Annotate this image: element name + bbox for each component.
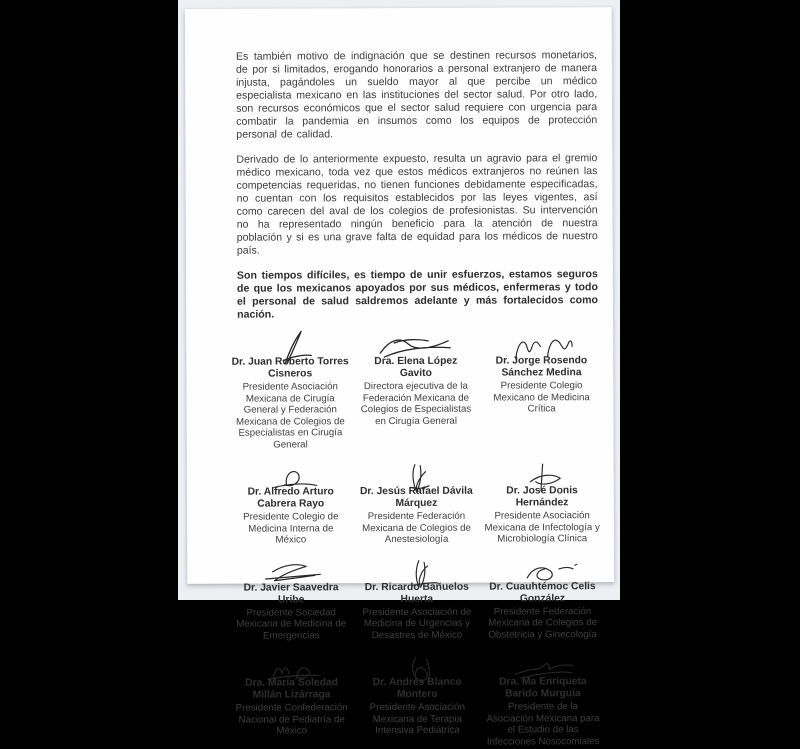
signature-block — [358, 558, 476, 641]
paragraph-resources: Es también motivo de indignación que se destinen recursos monetarios, de por si limitados, erogando honorarios a personal extranjero de manera injusta, pagándoles un sueldo mayor al que percibe un médico especialista mexicano en las instituciones del sector salud. Por otro lado, son recursos económicos que el sector salud requiere con urgencia para combatir la pandemia en insumos como los equipos de protección personal de calidad. — [235, 49, 598, 141]
signatory-title: Presidente Colegio de Medicina Interna de México — [243, 511, 339, 546]
signatory-name: Dr. José Donis Hernández — [506, 485, 578, 509]
signature-grid — [231, 332, 602, 749]
signatory-title: Presidente Federación Mexicana de Colegios de Anestesiología — [362, 510, 471, 546]
signature-block — [232, 559, 350, 642]
signatory-title: Presidente de la Asociación Mexicana para el Estudio de las Infecciones Nosocomiales — [486, 701, 600, 748]
signature-block — [358, 654, 476, 749]
signature-block — [483, 462, 601, 545]
signatory-name: Dr. Jorge Rosendo Sánchez Medina — [495, 355, 588, 379]
signature-block — [483, 558, 601, 641]
signatory-name: Dr. Javier Saavedra Uribe — [243, 581, 339, 606]
letter-page — [185, 7, 615, 748]
signatory-title: Presidente Asociación Mexicana de Infectología y Microbiología Clínica — [484, 510, 600, 545]
signatory-title: Directora ejecutiva de la Federación Mexicana de Colegios de Especialistas en Cirugía General — [360, 380, 472, 427]
signature-block — [232, 463, 350, 546]
signatory-name: Dr. Ricardo Bañuelos Huerta — [364, 581, 469, 605]
signature-block — [484, 653, 602, 748]
signatory-title: Presidente Asociación de Medicina de Urgencias y Desastres de México — [362, 606, 472, 641]
signatory-title: Presidente Confederación Nacional de Pediatría de México — [235, 702, 348, 737]
signatory-name: Dr. Juan Roberto Torres Cisneros — [231, 356, 349, 380]
paragraph-grievance: Derivado de lo anteriormente expuesto, resulta un agravio para el gremio médico mexicano, toda vez que estos médicos extranjeros no reúnen las competencias requeridas, no tienen funciones debidamente especificadas, no cuentan con los requisitos establecidos por las leyes vigentes, así como carecen del aval de los colegios de profesionistas. Su intervención no ha representado ningún beneficio para la atención de nuestra población y si es una grave falta de equidad para los médicos de nuestro país. — [236, 152, 598, 257]
signatory-name: Dra. María Soledad Millán Lizárraga — [245, 677, 338, 701]
signature-block — [231, 333, 349, 451]
signatory-name: Dra. Ma Enriqueta Barido Murguía — [499, 676, 587, 700]
signatory-title: Presidente Colegio Mexicano de Medicina Crítica — [493, 380, 590, 415]
signatory-title: Presidente Federación Mexicana de Colegios de Obstetricia y Ginecología — [488, 605, 598, 641]
signature-block — [357, 463, 475, 546]
signatory-title: Presidente Sociedad Mexicana de Medicina de Emergencias — [236, 606, 347, 642]
signature-block — [233, 654, 351, 749]
signature-block — [357, 333, 475, 451]
document-photo — [178, 0, 620, 748]
paragraph-closing: Son tiempos difíciles, es tiempo de unir esfuerzos, estamos seguros de que los mexicanos apoyados por sus médicos, enfermeras y todo el personal de salud saldremos adelante y más fortalecidos como nación. — [236, 268, 599, 321]
signatory-name: Dr. Cuauhtémoc Celis González — [489, 580, 596, 604]
signatory-name: Dr. Andrés Blanco Montero — [372, 676, 462, 701]
signatory-name: Dra. Elena López Gavito — [374, 355, 458, 379]
signatory-name: Dr. Alfredo Arturo Cabrera Rayo — [247, 486, 334, 510]
signatory-name: Dr. Jesús Rafael Dávila Márquez — [359, 485, 473, 510]
signatory-title: Presidente Asociación Mexicana de Cirugía General y Federación Mexicana de Colegios de Especialistas en Cirugía General — [235, 381, 345, 451]
signature-block — [482, 332, 600, 450]
letter-content — [185, 7, 615, 748]
signatory-title: Presidente Asociación Mexicana de Terapia Intensiva Pediátrica — [369, 701, 465, 737]
